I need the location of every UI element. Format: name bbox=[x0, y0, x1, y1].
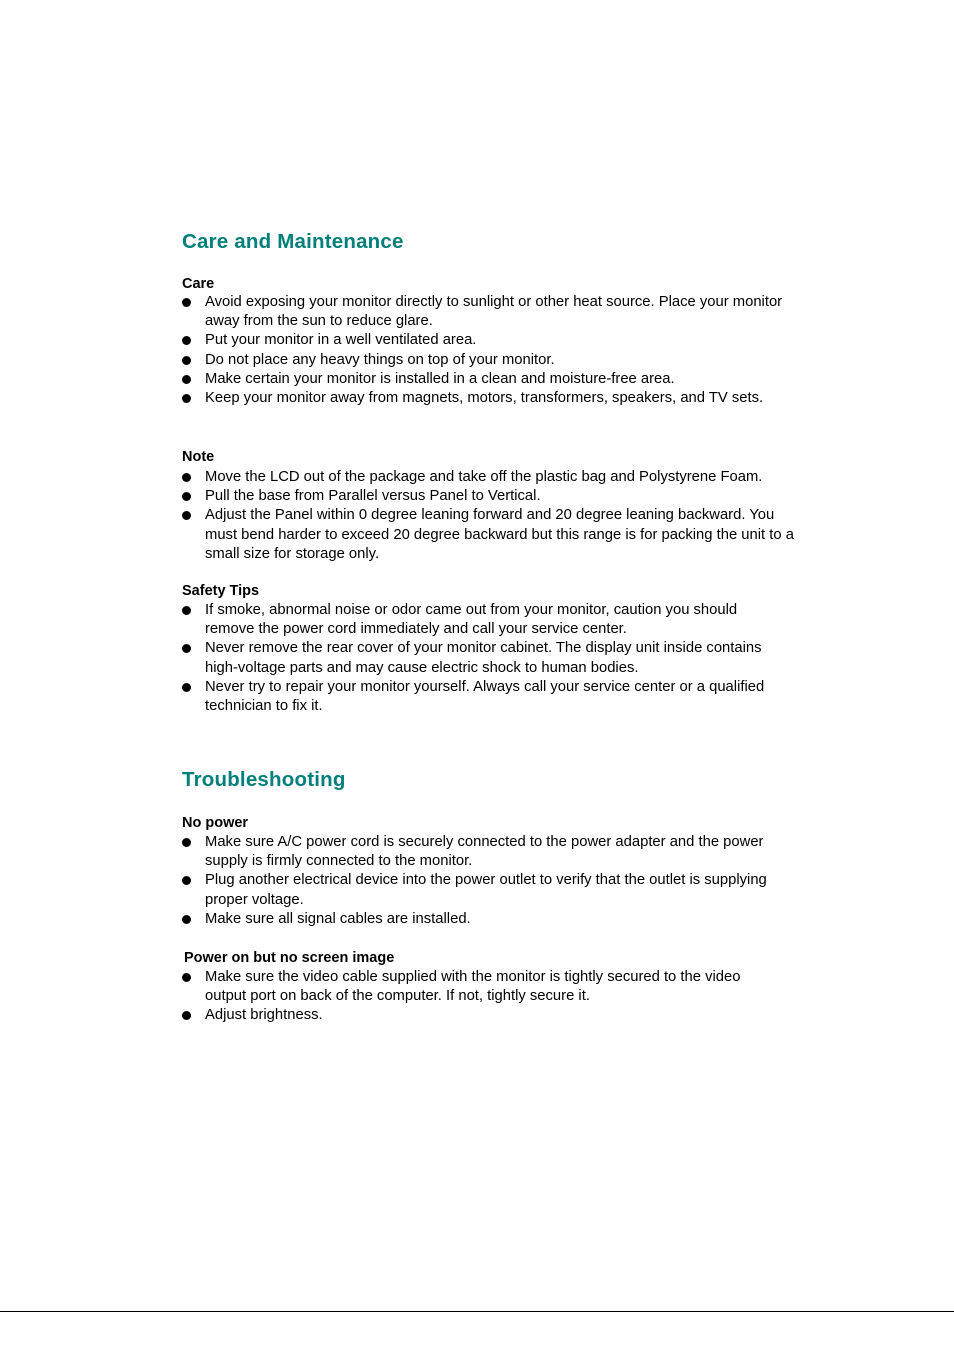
bullet-icon bbox=[182, 336, 191, 345]
bullet-icon bbox=[182, 394, 191, 403]
list-item: Avoid exposing your monitor directly to sunlight or other heat source. Place your monitor away from the sun to reduce glare. bbox=[182, 293, 800, 331]
list-item: Adjust brightness. bbox=[182, 1006, 822, 1025]
list-item: Put your monitor in a well ventilated area. bbox=[182, 331, 822, 350]
bullet-icon bbox=[182, 1011, 191, 1020]
care-heading: Care bbox=[182, 276, 215, 292]
bullet-icon bbox=[182, 606, 191, 615]
bullet-icon bbox=[182, 473, 191, 482]
bullet-icon bbox=[182, 298, 191, 307]
list-item: Move the LCD out of the package and take off the plastic bag and Polystyrene Foam. bbox=[182, 468, 822, 487]
safety-list bbox=[182, 601, 822, 716]
bullet-icon bbox=[182, 492, 191, 501]
list-item: Adjust the Panel within 0 degree leaning forward and 20 degree leaning backward. You must bend harder to exceed 20 degree backward but this range is for packing the unit to a small size for storage only. bbox=[182, 506, 795, 564]
bullet-icon bbox=[182, 375, 191, 384]
list-item: Keep your monitor away from magnets, motors, transformers, speakers, and TV sets. bbox=[182, 389, 800, 408]
note-heading: Note bbox=[182, 449, 215, 465]
bullet-icon bbox=[182, 838, 191, 847]
list-item: If smoke, abnormal noise or odor came out from your monitor, caution you should remove the power cord immediately and call your service center. bbox=[182, 601, 775, 639]
no-power-heading: No power bbox=[182, 815, 249, 831]
safety-heading: Safety Tips bbox=[182, 583, 260, 599]
bullet-icon bbox=[182, 644, 191, 653]
note-list bbox=[182, 468, 822, 564]
list-item: Make sure A/C power cord is securely connected to the power adapter and the power supply is firmly connected to the monitor. bbox=[182, 833, 790, 871]
bullet-icon bbox=[182, 915, 191, 924]
section-title-troubleshooting: Troubleshooting bbox=[182, 768, 346, 791]
bullet-icon bbox=[182, 356, 191, 365]
list-item: Plug another electrical device into the power outlet to verify that the outlet is supplying proper voltage. bbox=[182, 871, 775, 909]
no-image-heading: Power on but no screen image bbox=[184, 950, 395, 966]
bullet-icon bbox=[182, 876, 191, 885]
list-item: Make certain your monitor is installed in a clean and moisture-free area. bbox=[182, 370, 822, 389]
list-item: Never remove the rear cover of your monitor cabinet. The display unit inside contains high-voltage parts and may cause electric shock to human bodies. bbox=[182, 639, 780, 677]
list-item: Never try to repair your monitor yourself. Always call your service center or a qualified technician to fix it. bbox=[182, 678, 785, 716]
no-image-list bbox=[182, 968, 822, 1026]
care-list bbox=[182, 293, 822, 408]
bullet-icon bbox=[182, 683, 191, 692]
section-title-care-maintenance: Care and Maintenance bbox=[182, 230, 404, 253]
footer-rule bbox=[0, 1311, 954, 1312]
list-item: Do not place any heavy things on top of your monitor. bbox=[182, 351, 822, 370]
list-item: Pull the base from Parallel versus Panel to Vertical. bbox=[182, 487, 822, 506]
bullet-icon bbox=[182, 511, 191, 520]
list-item: Make sure all signal cables are installed. bbox=[182, 910, 822, 929]
no-power-list bbox=[182, 833, 822, 929]
list-item: Make sure the video cable supplied with the monitor is tightly secured to the video output port on back of the computer. If not, tightly secure it. bbox=[182, 968, 775, 1006]
bullet-icon bbox=[182, 973, 191, 982]
